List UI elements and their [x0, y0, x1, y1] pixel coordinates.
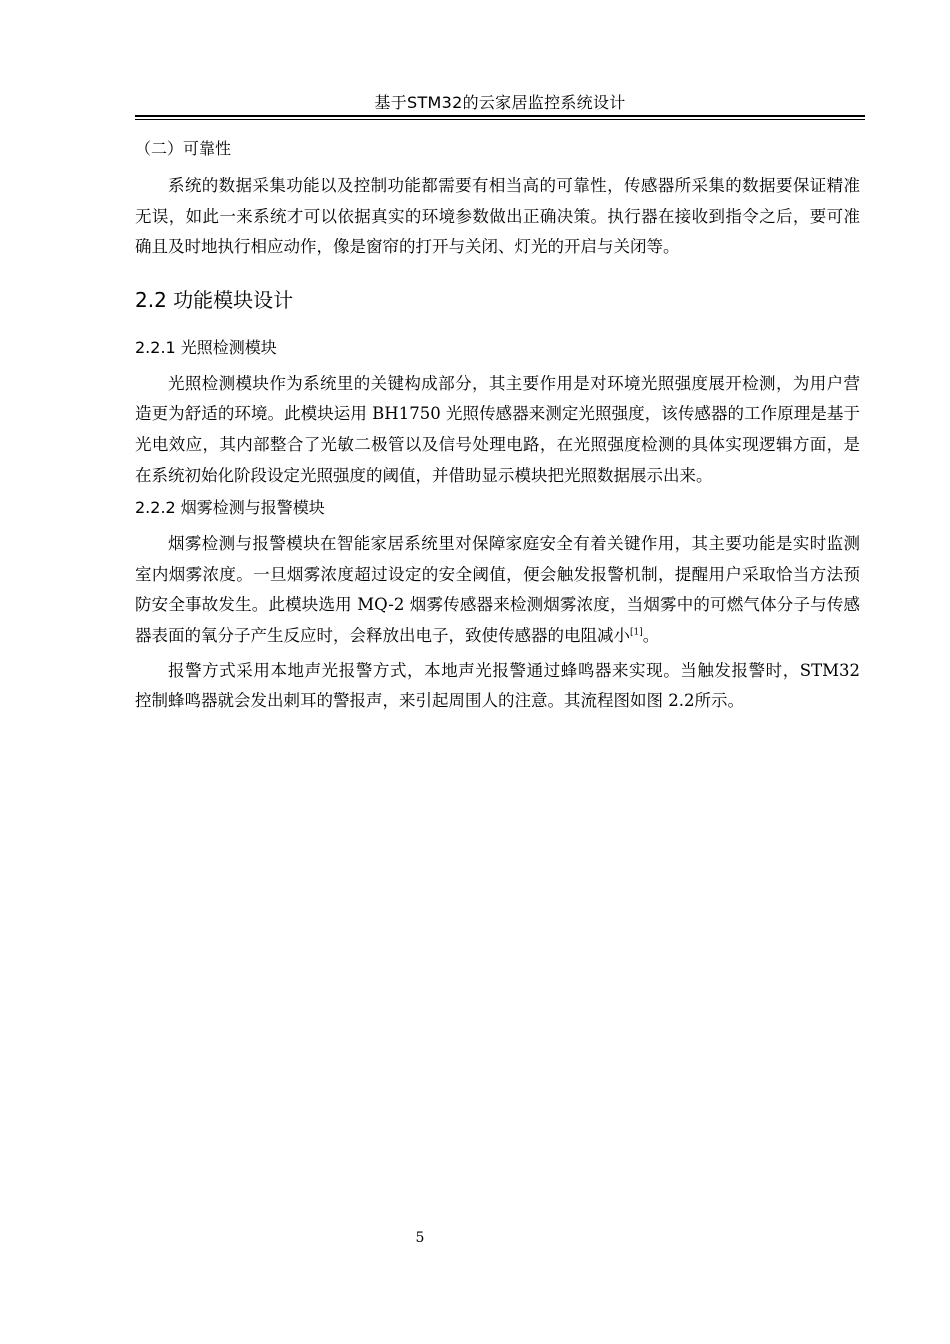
running-header: 基于STM32的云家居监控系统设计 — [374, 93, 626, 112]
light-detection-paragraph: 光照检测模块作为系统里的关键构成部分，其主要作用是对环境光照强度展开检测，为用户营造更为舒适的环境。此模块运用 BH1750 光照传感器来测定光照强度，该传感器的工作原理是基于光电效应，其内部整合了光敏二极管以及信号处理电路，在光照强度检测的具体实现逻辑方面，是在系统初始化阶段设定光照强度的阈值，并借助显示模块把光照数据展示出来。 — [135, 373, 860, 485]
section-heading-2-2-1: 2.2.1 光照检测模块 — [135, 337, 277, 357]
section-heading-2-2: 2.2 功能模块设计 — [135, 287, 294, 312]
alarm-paragraph: 报警方式采用本地声光报警方式，本地声光报警通过蜂鸣器来实现。当触发报警时，STM32 控制蜂鸣器就会发出刺耳的警报声，来引起周围人的注意。其流程图如图 2.2所示。 — [135, 660, 860, 711]
reliability-paragraph: 系统的数据采集功能以及控制功能都需要有相当高的可靠性，传感器所采集的数据要保证精准无误，如此一来系统才可以依据真实的环境参数做出正确决策。执行器在接收到指令之后，要可准确且及时地执行相应动作，像是窗帘的打开与关闭、灯光的开启与关闭等。 — [135, 176, 860, 257]
reliability-heading: （二）可靠性 — [135, 139, 232, 158]
page-number: 5 — [415, 1230, 425, 1246]
header-rule-thin — [135, 119, 865, 120]
smoke-paragraph-text: 烟雾检测与报警模块在智能家居系统里对保障家庭安全有着关键作用，其主要功能是实时监测室内烟雾浓度。一旦烟雾浓度超过设定的安全阈值，便会触发报警机制，提醒用户采取恰当方法预防安全事故发生。此模块选用 MQ-2 烟雾传感器来检测烟雾浓度，当烟雾中的可燃气体分子与传感器表面的氧分子产生反应时，会释放出电子，致使传感器的电阻减小 — [135, 534, 860, 645]
header-rule-thick — [135, 115, 865, 117]
smoke-paragraph-end: 。 — [642, 625, 660, 645]
page-body — [135, 135, 860, 717]
citation-reference[interactable]: [1] — [630, 627, 643, 638]
section-heading-2-2-2: 2.2.2 烟雾检测与报警模块 — [135, 498, 325, 518]
smoke-detection-paragraph — [135, 529, 860, 651]
